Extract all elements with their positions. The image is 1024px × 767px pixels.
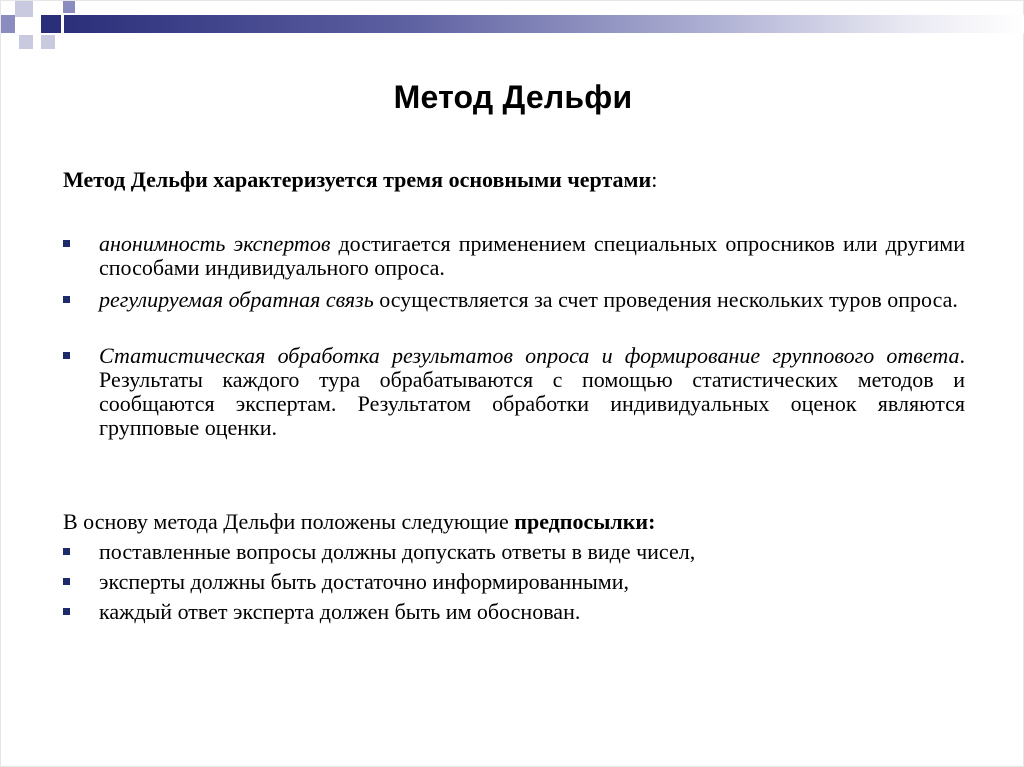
feature-term: Статистическая обработка результатов опроса и формирование группового ответа [99,343,960,368]
feature-term: анонимность экспертов [99,231,331,256]
premise-item [63,570,965,596]
decor-square [19,35,33,49]
premise-text: поставленные вопросы должны допускать ответы в виде чисел, [99,539,696,564]
decor-square [41,15,61,33]
intro-text [63,167,657,193]
intro-colon: : [651,167,658,192]
premise-item [63,600,965,626]
feature-desc: осуществляется за счет проведения нескольких туров опроса. [373,287,958,312]
premise-prefix: В основу метода Дельфи положены следующие [63,509,515,534]
decor-square [1,15,15,33]
square-bullet-icon [63,608,70,615]
premise-item [63,540,965,566]
header-gradient-bar [64,15,1024,33]
feature-item [63,344,965,444]
premise-text: эксперты должны быть достаточно информированными, [99,569,629,594]
square-bullet-icon [63,240,70,247]
feature-item [63,288,965,338]
decor-square [41,35,55,49]
feature-term: регулируемая обратная связь [99,287,374,312]
intro-bold: Метод Дельфи характеризуется тремя основными чертами [63,167,652,192]
decor-square [15,1,33,17]
square-bullet-icon [63,352,70,359]
feature-desc: . Результаты каждого тура обрабатываются с помощью статистических методов и сообщаются экспертам. Результатом обработки индивидуальных оценок являются групповые оценки. [99,343,965,440]
slide-title: Метод Дельфи [393,79,633,115]
feature-text [99,232,965,280]
premise-intro [63,509,655,535]
decor-square [63,1,75,13]
feature-text [99,288,965,312]
feature-text [99,344,965,440]
square-bullet-icon [63,548,70,555]
feature-desc: достигается применением специальных опросников или другими способами индивидуального опроса. [99,231,966,280]
square-bullet-icon [63,296,70,303]
square-bullet-icon [63,578,70,585]
premise-bold: предпосылки: [514,509,656,534]
feature-item [63,232,965,282]
premise-text: каждый ответ эксперта должен быть им обоснован. [99,599,581,624]
